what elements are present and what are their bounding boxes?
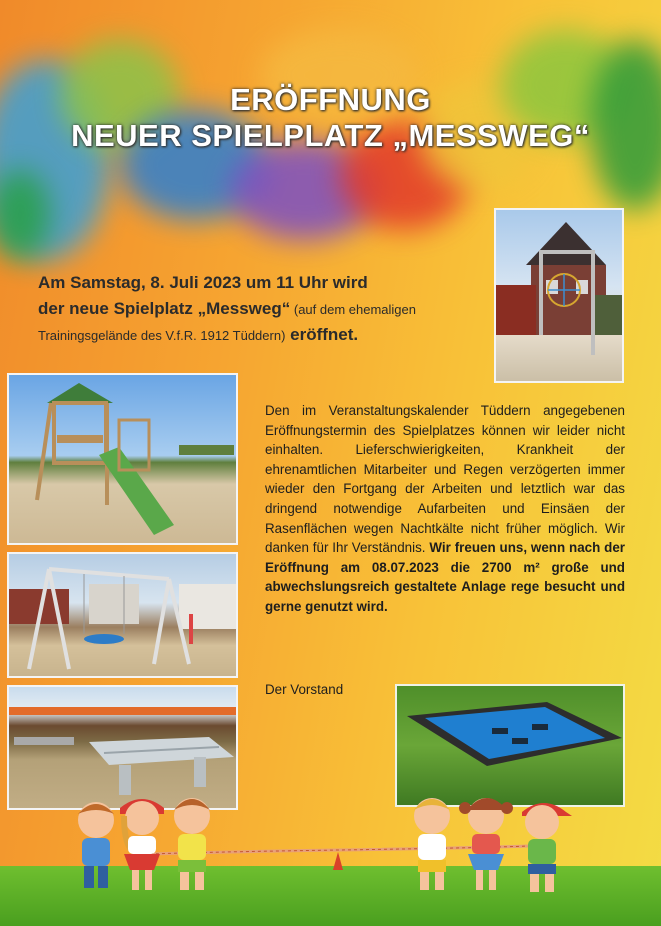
photo-climbing-frame	[494, 208, 624, 383]
intro-line-2-bold: der neue Spielplatz „Messweg“	[38, 299, 291, 318]
title-line-1: ERÖFFNUNG	[230, 82, 431, 117]
title-line-2: NEUER SPIELPLATZ „MESSWEG“	[71, 118, 590, 153]
cartoon-kid-6	[512, 794, 574, 896]
photo-play-tower	[7, 373, 238, 545]
cartoon-kid-5	[455, 786, 517, 896]
body-bold-paragraph: Wir freuen uns, wenn nach der Eröffnung am 08.07.2023 die 2700 m² große und abwechslungsreich gestaltete Anlage rege besucht und gerne genutzt wird.	[265, 540, 625, 614]
page-title	[0, 82, 661, 154]
cartoon-kid-4	[400, 790, 462, 896]
signature: Der Vorstand	[265, 682, 344, 697]
intro-line-2-normal: (auf dem ehemaligen	[290, 302, 416, 317]
intro-line-3-normal: Trainingsgelände des V.f.R. 1912 Tüddern)	[38, 328, 286, 343]
cartoon-kid-3	[162, 790, 224, 896]
photo-swings	[7, 552, 238, 678]
body-paragraph: Den im Veranstaltungskalender Tüddern angegebenen Eröffnungstermin des Spielplatzes können wir leider nicht einhalten. Lieferschwierigkeiten, Krankheit der ehrenamtlichen Mitarbeiter und Regen verzögerten immer wieder den Fortgang der Arbeiten und letztlich war das dringend notwendige Aufarbeiten und Einsäen der Rasenflächen wegen Nachtkälte nicht früher möglich. Wir danken für Ihr Verständnis.	[265, 403, 625, 556]
intro-line-3-bold: eröffnet.	[285, 325, 359, 344]
body-text	[265, 401, 625, 617]
intro-block	[38, 270, 488, 348]
intro-line-1: Am Samstag, 8. Juli 2023 um 11 Uhr wird	[38, 273, 368, 292]
